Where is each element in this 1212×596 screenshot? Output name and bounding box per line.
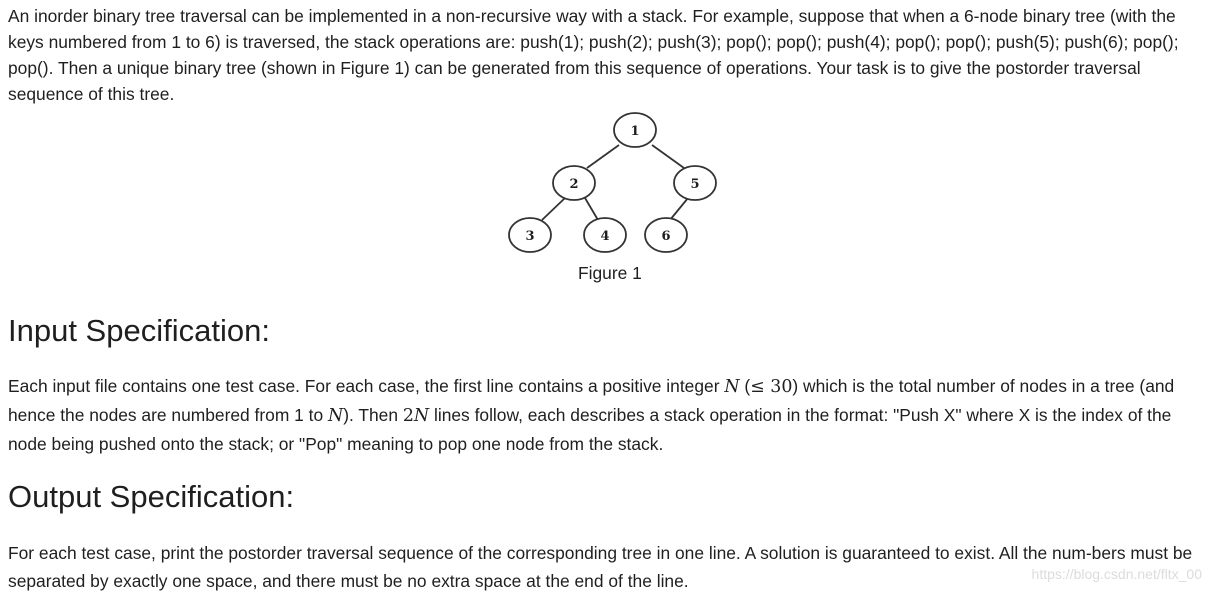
output-spec-text: For each test case, print the postorder traversal sequence of the corresponding tree in one line. A solution is guaranteed to exist. All the num-bers must be separated by exactly one space, and there must be no extra space at the end of the line. bbox=[8, 543, 1193, 591]
input-spec-text bbox=[8, 372, 1204, 458]
input-spec-part-1: Each input file contains one test case. For each case, the first line contains a positive integer bbox=[8, 376, 725, 396]
math-n: N bbox=[724, 377, 740, 397]
tree-node-4-label: 4 bbox=[600, 229, 610, 244]
edge-1-5 bbox=[652, 145, 684, 168]
math-n-2: N bbox=[328, 406, 344, 426]
input-spec-part-5: lines follow, each describes a stack operation in the format: "Push X" where X is the index of the node being pushed onto the stack; or "Pop" meaning to pop one node from the stack. bbox=[8, 405, 1172, 454]
tree-node-2-label: 2 bbox=[569, 177, 579, 192]
tree-node-1-label: 1 bbox=[630, 124, 640, 139]
edge-1-2 bbox=[587, 145, 619, 168]
tree-node-3-label: 3 bbox=[525, 229, 535, 244]
math-n-3: N bbox=[413, 406, 430, 426]
watermark: https://blog.csdn.net/fltx_00 bbox=[1031, 566, 1202, 582]
input-spec-part-3: ) which is the total number of nodes in a tree (and hence the nodes are numbered from 1 to bbox=[8, 376, 1175, 425]
edge-2-4 bbox=[585, 198, 598, 220]
figure-caption: Figure 1 bbox=[578, 263, 642, 283]
intro-paragraph: An inorder binary tree traversal can be implemented in a non-recursive way with a stack. For example, suppose that when a 6-node binary tree (with the keys numbered from 1 to 6) is traversed, the stack operations are: push(1); push(2); push(3); pop(); pop(); push(4); pop(); pop(); push(5); push(6); pop(); pop(). Then a unique binary tree (shown in Figure 1) can be generated from this sequence of operations. Your task is to give the postorder traversal sequence of this tree. bbox=[8, 6, 1179, 104]
tree-node-6-label: 6 bbox=[661, 229, 671, 244]
math-le-30: ≤ 30 bbox=[750, 377, 793, 397]
tree-node-5-label: 5 bbox=[690, 177, 700, 192]
input-spec-part-2: ( bbox=[739, 376, 751, 396]
edge-5-6 bbox=[670, 198, 688, 220]
output-spec-heading: Output Specification: bbox=[8, 479, 295, 514]
math-two: 2 bbox=[402, 406, 414, 426]
input-spec-part-4: ). Then bbox=[343, 405, 403, 425]
edge-2-3 bbox=[542, 198, 565, 220]
input-spec-heading: Input Specification: bbox=[8, 313, 270, 348]
